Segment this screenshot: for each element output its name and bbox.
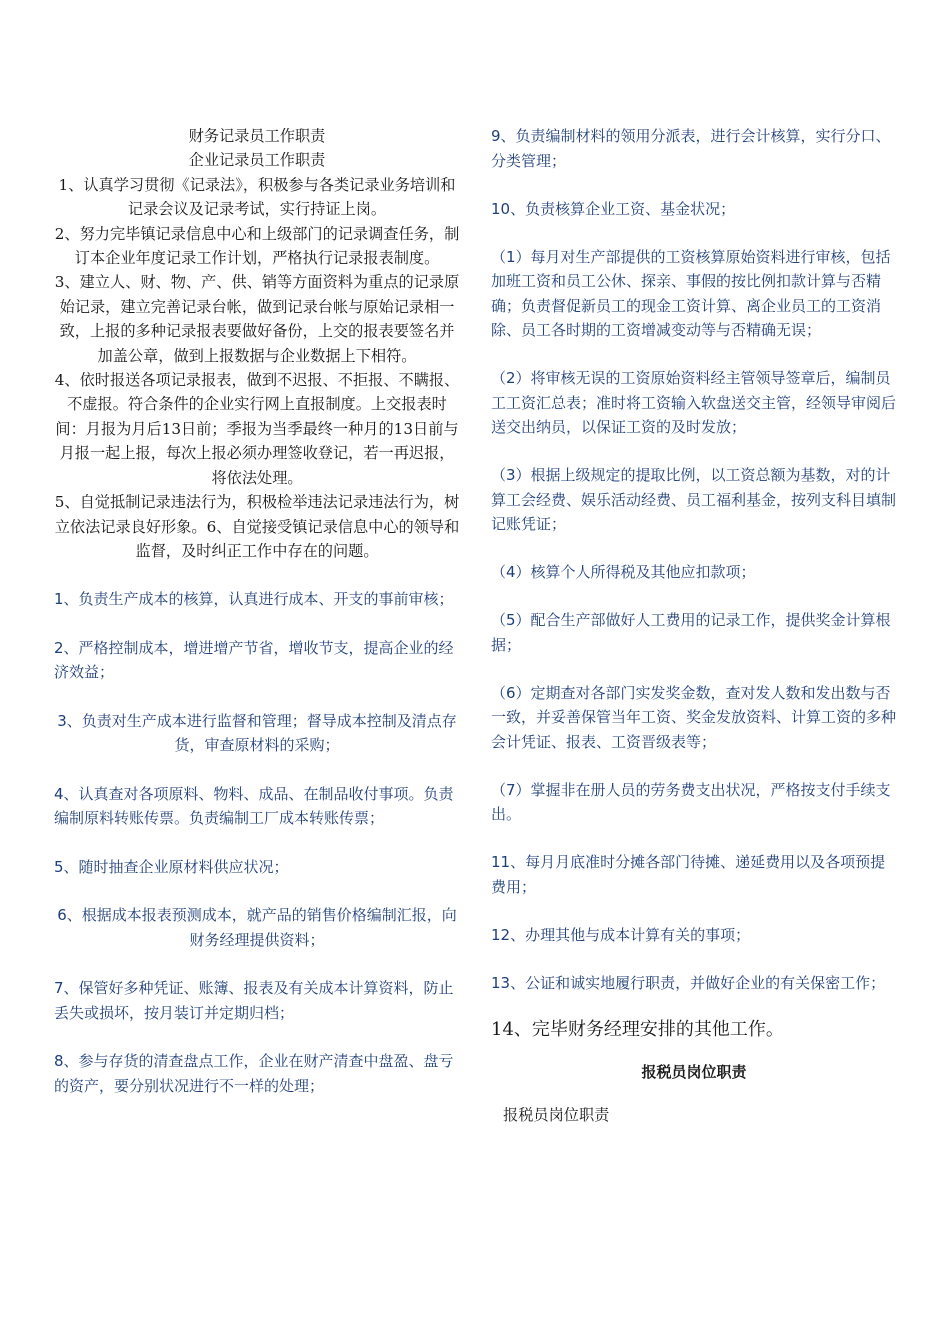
tax-clerk-subheading: 报税员岗位职责 <box>503 1105 610 1124</box>
doc-title-enterprise-records-clerk: 企业记录员工作职责 <box>188 151 326 170</box>
cost-item-final: 14、完毕财务经理安排的其他工作。 <box>491 1018 784 1040</box>
cost-sub-item: （4）核算个人所得税及其他应扣款项； <box>491 563 756 581</box>
cost-sub-item: （7）掌握非在册人员的劳务费支出状况，严格按支付手续支出。 <box>491 780 891 823</box>
cost-item: 13、公证和诚实地履行职责，并做好企业的有关保密工作； <box>491 973 886 992</box>
duty-paragraph: 3、建立人、财、物、产、供、销等方面资料为重点的记录原始记录，建立完善记录台帐，做到记录台帐与原始记录相一致，上报的多种记录报表要做好备份，上交的报表要签名并加盖公章，做到上报数据与企业数据上下相符。 <box>54 273 460 365</box>
duty-paragraph: 5、自觉抵制记录违法行为，积极检举违法记录违法行为，树立依法记录良好形象。6、自觉接受镇记录信息中心的领导和监督，及时纠正工作中存在的问题。 <box>54 493 460 560</box>
left-column <box>54 124 460 1098</box>
cost-sub-item: （2）将审核无误的工资原始资料经主管领导签章后，编制员工工资汇总表；准时将工资输入软盘送交主管，经领导审阅后送交出纳员，以保证工资的及时发放； <box>491 369 897 436</box>
cost-item: 9、负责编制材料的领用分派表，进行会计核算，实行分口、分类管理； <box>491 127 891 170</box>
right-column <box>491 124 897 1125</box>
cost-item: 12、办理其他与成本计算有关的事项； <box>491 925 751 944</box>
duty-paragraph: 4、依时报送各项记录报表，做到不迟报、不拒报、不瞒报、不虚报。符合条件的企业实行网上直报制度。上交报表时间：月报为月后13日前；季报为当季最终一种月的13日前与月报一起上报，每次上报必须办理签收登记，若一再迟报，将依法处理。 <box>54 371 460 487</box>
cost-sub-item: （6）定期查对各部门实发奖金数，查对发人数和发出数与否一致，并妥善保管当年工资、奖金发放资料、计算工资的多种会计凭证、报表、工资晋级表等； <box>491 683 897 751</box>
cost-item: 7、保管好多种凭证、账簿、报表及有关成本计算资料，防止丢失或损坏，按月装订并定期归档； <box>54 979 454 1022</box>
cost-item: 10、负责核算企业工资、基金状况； <box>491 199 736 218</box>
cost-item: 5、随时抽查企业原材料供应状况； <box>54 857 289 876</box>
cost-item: 1、负责生产成本的核算，认真进行成本、开支的事前审核； <box>54 590 454 609</box>
duty-paragraph: 1、认真学习贯彻《记录法》，积极参与各类记录业务培训和记录会议及记录考试，实行持证上岗。 <box>58 175 456 219</box>
records-clerk-section <box>54 124 460 563</box>
cost-item: 3、负责对生产成本进行监督和管理；督导成本控制及清点存货，审查原材料的采购； <box>57 711 457 755</box>
cost-sub-item: （5）配合生产部做好人工费用的记录工作，提供奖金计算根据； <box>491 611 891 654</box>
cost-item: 6、根据成本报表预测成本，就产品的销售价格编制汇报，向财务经理提供资料； <box>57 906 457 949</box>
cost-sub-item: （3）根据上级规定的提取比例，以工资总额为基数，对的计算工会经费、娱乐活动经费、员工福利基金，按列支科目填制记账凭证； <box>491 466 897 533</box>
cost-item: 11、每月月底准时分摊各部门待摊、递延费用以及各项预提费用； <box>491 853 886 896</box>
duty-paragraph: 2、努力完毕镇记录信息中心和上级部门的记录调查任务，制订本企业年度记录工作计划，严格执行记录报表制度。 <box>54 224 460 268</box>
cost-item: 8、参与存货的清查盘点工作，企业在财产清查中盘盈、盘亏的资产，要分别状况进行不一样的处理； <box>54 1052 454 1095</box>
cost-item: 2、严格控制成本，增进增产节省，增收节支，提高企业的经济效益； <box>54 638 454 682</box>
doc-title-finance-records-clerk: 财务记录员工作职责 <box>188 127 326 145</box>
tax-clerk-heading: 报税员岗位职责 <box>641 1062 747 1081</box>
cost-sub-item: （1）每月对生产部提供的工资核算原始资料进行审核，包括加班工资和员工公休、探亲、事假的按比例扣款计算与否精确；负责督促新员工的现金工资计算、离企业员工的工资消除、员工各时期的工资增减变动等与否精确无误； <box>491 247 891 339</box>
cost-item: 4、认真查对各项原料、物料、成品、在制品收付事项。负责编制原料转账传票。负责编制工厂成本转账传票； <box>54 784 454 828</box>
